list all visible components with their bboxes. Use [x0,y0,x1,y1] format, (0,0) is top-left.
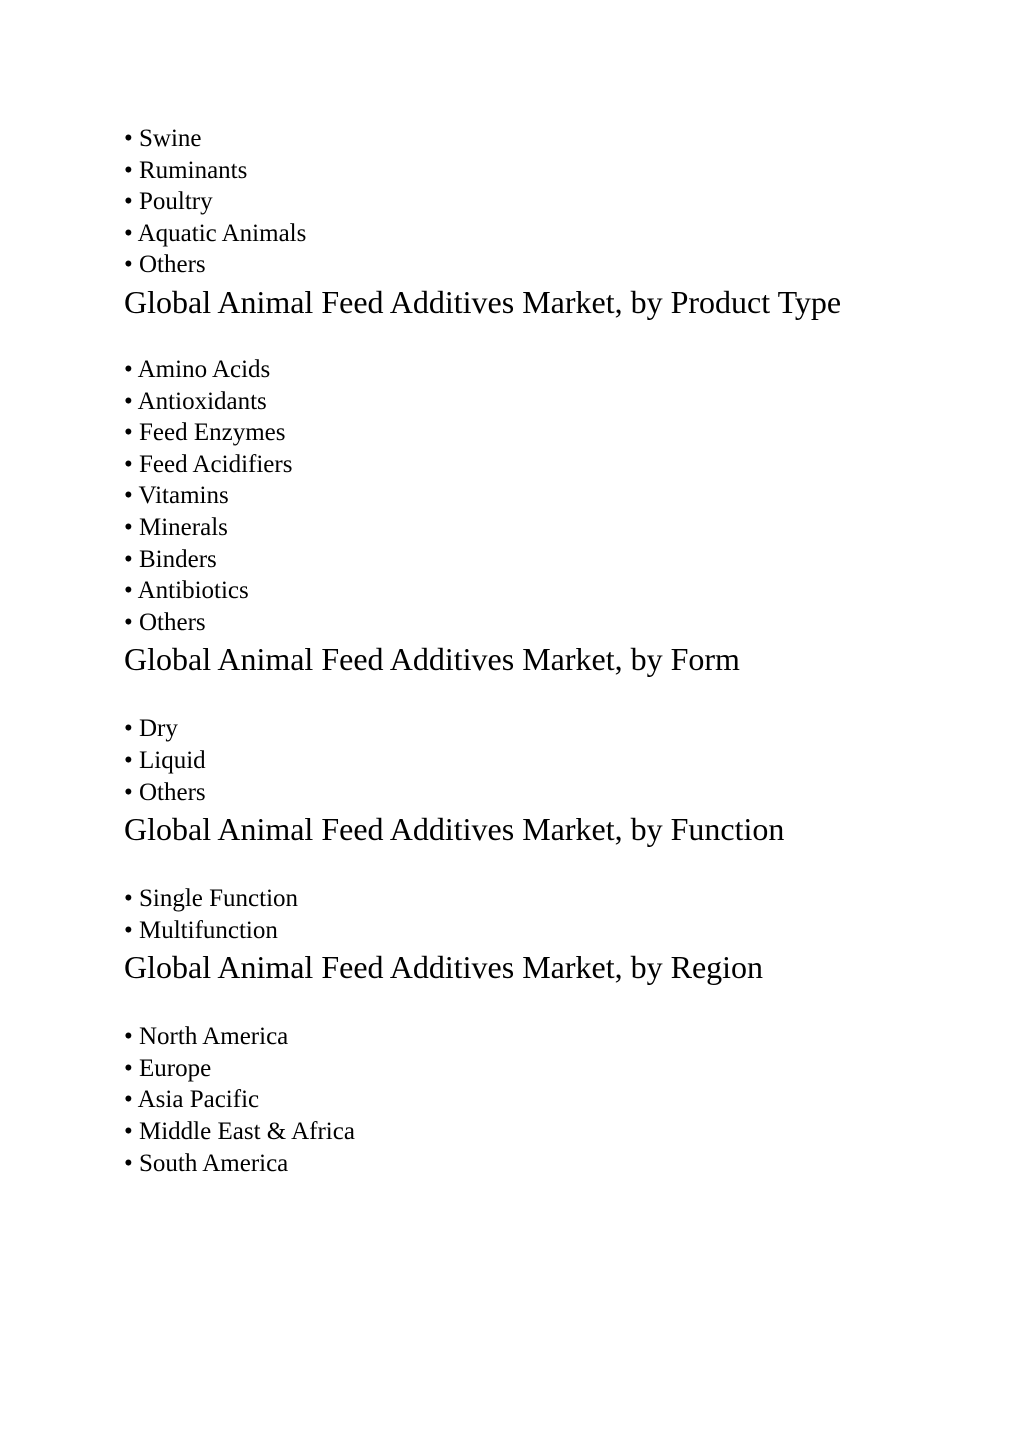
list-item: • Single Function [124,885,299,913]
list-item: • Others [124,608,206,636]
list-item: • Feed Enzymes [124,419,286,447]
list-item: • Swine [124,125,202,152]
list-item: • Ruminants [124,156,248,184]
list-item: • Others [124,251,206,279]
list-item: • Amino Acids [124,355,271,383]
form-list [124,713,884,808]
document-page [124,123,884,1179]
list-item: • Liquid [124,746,206,774]
list-item: • Feed Acidifiers [124,450,293,478]
list-item: • Asia Pacific [124,1086,260,1114]
section-heading-product-type: Global Animal Feed Additives Market, by Product Type [124,283,842,320]
list-item: • Antibiotics [124,577,249,605]
list-item: • Middle East & Africa [124,1118,355,1146]
list-item: • Aquatic Animals [124,219,307,247]
list-item: • North America [124,1023,289,1051]
list-item: • Europe [124,1054,212,1082]
section-heading-form: Global Animal Feed Additives Market, by Form [124,641,740,678]
list-item: • Binders [124,545,217,573]
section-heading-region: Global Animal Feed Additives Market, by Region [124,949,764,986]
list-item: • Antioxidants [124,387,267,415]
product-type-list [124,354,884,638]
list-item: • Minerals [124,513,228,541]
list-item: • Others [124,778,206,806]
list-item: • Vitamins [124,482,229,510]
section-heading-function: Global Animal Feed Additives Market, by Function [124,811,785,848]
list-item: • Multifunction [124,916,278,944]
region-list [124,1021,884,1179]
list-item: • Dry [124,715,178,743]
list-item: • Poultry [124,188,213,216]
list-item: • South America [124,1149,289,1177]
function-list [124,883,884,946]
livestock-list [124,123,884,281]
